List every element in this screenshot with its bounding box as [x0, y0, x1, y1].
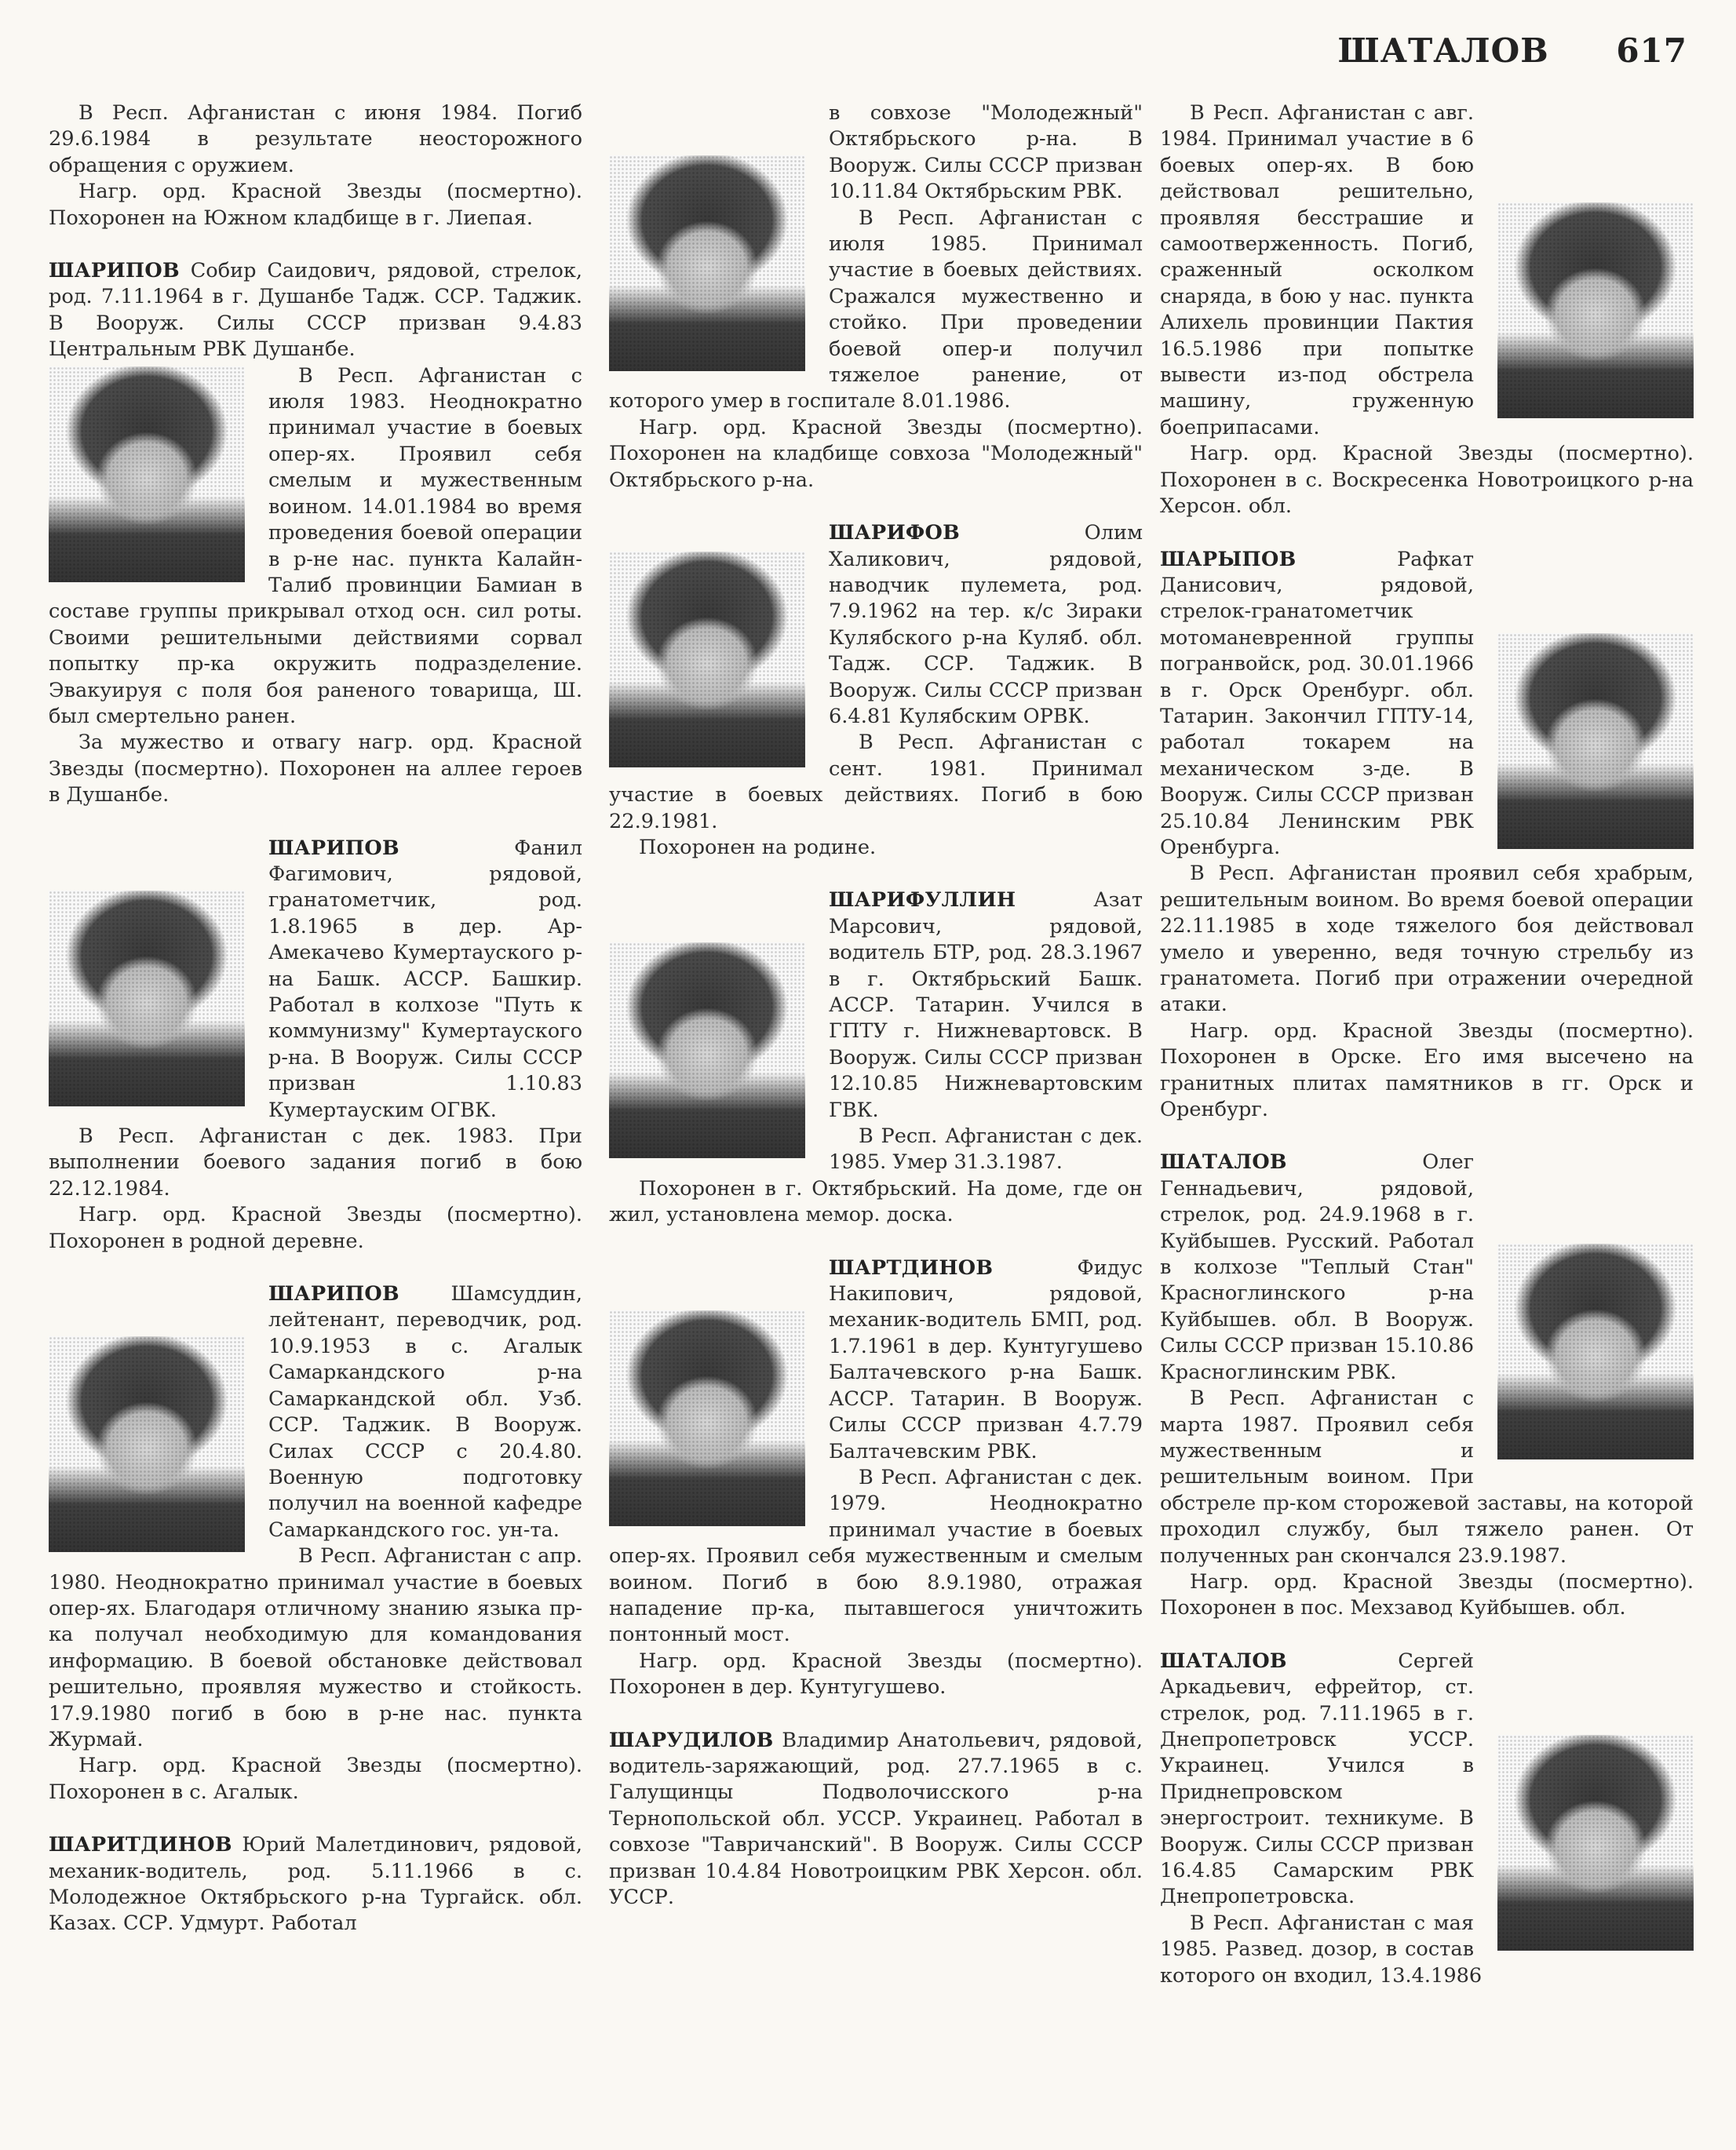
portrait-photo [49, 891, 245, 1106]
entry-paragraph: В Респ. Афганистан с апр. 1980. Неоднократно принимал участие в боевых опер-ях. Благодаря отличному знанию языка пр-ка получал необходимую для командования информацию. В боевой обстановке действовал решительно, проявляя мужество и стойкость. 17.9.1980 погиб в бою в р-не нас. пункта Журмай. [49, 1544, 582, 1751]
entry-continuation [609, 100, 1143, 494]
entry-paragraph: В Респ. Афганистан с марта 1987. Проявил себя мужественным и решительным воином. При обстреле пр-ком сторожевой заставы, на которой проходил службу, был тяжело ранен. От полученных ран скончался 23.9.1987. [1160, 1387, 1694, 1568]
entry-shatalov-sergey [1160, 1649, 1694, 1989]
column-3 [1160, 100, 1694, 2016]
entry-intro: Азат Марсович, рядовой, водитель БТР, род. 28.3.1967 в г. Октябрьский Башк. АССР. Татарин. Учился в ГПТУ г. Нижневартовск. В Вооруж. Силы СССР призван 12.10.85 Нижневартовским ГВК. [829, 888, 1143, 1122]
portrait-photo [609, 942, 805, 1158]
entry-paragraph: Нагр. орд. Красной Звезды (посмертно). Похоронен на кладбище совхоза "Молодежный" Октябрьского р-на. [609, 415, 1143, 492]
entry-paragraph: В Респ. Афганистан с июня 1984. Погиб 29.6.1984 в результате неосторожного обращения с оружием. [49, 101, 582, 177]
entry-intro: Олег Геннадьевич, рядовой, стрелок, род. 24.9.1968 в г. Куйбышев. Русский. Работал в колхозе "Теплый Стан" Красноглинского р-на Куйбышев. обл. В Вооруж. Силы СССР призван 15.10.86 Красноглинским РВК. [1160, 1150, 1474, 1384]
entry-shartdinov [609, 1255, 1143, 1701]
entry-paragraph: Нагр. орд. Красной Звезды (посмертно). Похоронен в пос. Мехзавод Куйбышев. обл. [1160, 1569, 1694, 1620]
portrait-photo [609, 552, 805, 767]
portrait-photo [609, 1310, 805, 1526]
entry-sharifullin [609, 887, 1143, 1228]
entry-sharitdinov [49, 1832, 582, 1937]
portrait-photo [1497, 202, 1694, 418]
entry-paragraph: Нагр. орд. Красной Звезды (посмертно). Похоронен в дер. Кунтугушево. [609, 1649, 1143, 1700]
entry-paragraph: За мужество и отвагу нагр. орд. Красной Звезды (посмертно). Похоронен на аллее героев в Душанбе. [49, 731, 582, 807]
entry-paragraph: Нагр. орд. Красной Звезды (посмертно). Похоронен в с. Агалык. [49, 1754, 582, 1804]
running-headword: ШАТАЛОВ [1337, 31, 1549, 70]
entry-intro: в совхозе "Молодежный" Октябрьского р-на. В Вооруж. Силы СССР призван 10.11.84 Октябрьским РВК. [829, 101, 1143, 204]
column-2 [609, 100, 1143, 1937]
entry-intro: Фидус Накипович, рядовой, механик-водитель БМП, род. 1.7.1961 в дер. Кунтугушево Балтачевского р-на Башк. АССР. Татарин. В Вооруж. Силы СССР призван 4.7.79 Балтачевским РВК. [829, 1255, 1143, 1463]
entry-paragraph: Нагр. орд. Красной Звезды (посмертно). Похоронен в родной деревне. [49, 1203, 582, 1253]
portrait-photo [49, 1336, 245, 1552]
entry-surname: ШАТАЛОВ [1160, 1649, 1287, 1673]
entry-paragraph: В Респ. Афганистан с мая 1985. Развед. дозор, в состав которого он входил, 13.4.1986 [1160, 1911, 1483, 1988]
entry-surname: ШАРИПОВ [268, 1282, 399, 1306]
portrait-photo [49, 366, 245, 582]
entry-sharipov-shamsuddin [49, 1281, 582, 1806]
entry-surname: ШАТАЛОВ [1160, 1150, 1287, 1175]
running-head [1338, 31, 1687, 70]
portrait-photo [1497, 633, 1694, 849]
entry-paragraph: В Респ. Афганистан с июля 1985. Принимал участие в боевых действиях. Сражался мужественно и стойко. При проведении боевой опер-и получил тяжелое ранение, от которого умер в госпитале 8.01.1986. [609, 206, 1143, 414]
entry-surname: ШАРУДИЛОВ [609, 1728, 774, 1752]
entry-sharudilov [609, 1728, 1143, 1911]
entry-continuation [1160, 100, 1694, 520]
page-number: 617 [1616, 31, 1687, 70]
entry-intro: Рафкат Данисович, рядовой, стрелок-гранатометчик мотоманевренной группы погранвойск, род. 30.01.1966 в г. Орск Оренбург. обл. Татарин. Закончил ГПТУ-14, работал токарем на механическом з-де. В Вооруж. Силы СССР призван 25.10.84 Ленинским РВК Оренбурга. [1160, 547, 1474, 859]
entry-paragraph: Нагр. орд. Красной Звезды (посмертно). Похоронен в с. Воскресенка Новотроицкого р-на Херсон. обл. [1160, 442, 1694, 519]
entry-shatalov-oleg [1160, 1150, 1694, 1621]
column-1 [49, 100, 582, 1964]
entry-paragraph: В Респ. Афганистан с июля 1983. Неоднократно принимал участие в боевых опер-ях. Проявил себя смелым и мужественным воином. 14.01.1984 во время проведения боевой операции в р-не нас. пункта Калайн-Талиб провинции Бамиан в составе группы прикрывал отход осн. сил роты. Своими решительными действиями сорвал попытку пр-ка окружить подразделение. Эвакуируя с поля боя раненого товарища, Ш. был смертельно ранен. [49, 363, 582, 728]
entry-intro: Олим Халикович, рядовой, наводчик пулемета, род. 7.9.1962 на тер. к/с Зираки Кулябского р-на Куляб. обл. Тадж. ССР. Таджик. В Вооруж. Силы СССР призван 6.4.81 Кулябским ОРВК. [829, 521, 1143, 728]
entry-surname: ШАРТДИНОВ [829, 1255, 994, 1280]
entry-intro: Шамсуддин, лейтенант, переводчик, род. 10.9.1953 в с. Агалык Самаркандского р-на Самаркандской обл. Узб. ССР. Таджик. В Вооруж. Силах СССР с 20.4.80. Военную подготовку получил на военной кафедре Самаркандского гос. ун-та. [268, 1282, 582, 1542]
entry-paragraph: Похоронен на родине. [639, 835, 877, 859]
entry-paragraph: В Респ. Афганистан с дек. 1985. Умер 31.3.1987. [829, 1124, 1143, 1175]
portrait-photo [1497, 1244, 1694, 1459]
entry-paragraph: В Респ. Афганистан проявил себя храбрым, решительным воином. Во время боевой операции 22.11.1985 в ходе тяжелого боя действовал умело и уверенно, ведя точную стрельбу из гранатомета. Погиб при отражении очередной атаки. [1160, 862, 1694, 1017]
entry-surname: ШАРИПОВ [268, 836, 399, 860]
entry-paragraph: В Респ. Афганистан с авг. 1984. Принимал участие в 6 боевых опер-ях. В бою действовал решительно, проявляя бесстрашие и самоотверженность. Погиб, сраженный осколком снаряда, в бою у нас. пункта Алихель провинции Пактия 16.5.1986 при попытке вывести из-под обстрела машину, груженную боеприпасами. [1160, 101, 1474, 439]
entry-paragraph: В Респ. Афганистан с дек. 1983. При выполнении боевого задания погиб в бою 22.12.1984. [49, 1124, 582, 1201]
entry-surname: ШАРИТДИНОВ [49, 1833, 232, 1857]
entry-paragraph: Нагр. орд. Красной Звезды (посмертно). Похоронен в Орске. Его имя высечено на гранитных плитах памятников в гг. Орск и Оренбург. [1160, 1019, 1694, 1122]
entry-paragraph: В Респ. Афганистан с сент. 1981. Принимал участие в боевых действиях. Погиб в бою 22.9.1981. [609, 731, 1143, 833]
entry-paragraph: В Респ. Афганистан с дек. 1979. Неоднократно принимал участие в боевых опер-ях. Проявил себя мужественным и смелым воином. Погиб в бою 8.9.1980, отражая нападение пр-ка, пытавшегося уничтожить понтонный мост. [609, 1465, 1143, 1647]
entry-intro: Фанил Фагимович, рядовой, гранатометчик, род. 1.8.1965 в дер. Ар-Амекачево Кумертауского р-на Башк. АССР. Башкир. Работал в колхозе "Путь к коммунизму" Кумертауского р-на. В Вооруж. Силы СССР призван 1.10.83 Кумертауским ОГВК. [268, 836, 582, 1122]
entry-intro: Сергей Аркадьевич, ефрейтор, ст. стрелок, род. 7.11.1965 в г. Днепропетровск УССР. Украинец. Учился в Приднепровском энергостроит. техникуме. В Вооруж. Силы СССР призван 16.4.85 Самарским РВК Днепропетровска. [1160, 1649, 1474, 1909]
entry-continuation [49, 100, 582, 231]
entry-surname: ШАРИПОВ [49, 259, 180, 283]
entry-paragraph: Похоронен в г. Октябрьский. На доме, где он жил, установлена мемор. доска. [609, 1176, 1143, 1227]
entry-surname: ШАРЫПОВ [1160, 547, 1297, 571]
entry-sharipov-fanil [49, 836, 582, 1255]
entry-intro: Собир Саидович, рядовой, стрелок, род. 7.11.1964 в г. Душанбе Тадж. ССР. Таджик. В Вооруж. Силы СССР призван 9.4.83 Центральным РВК Душанбе. [49, 259, 582, 362]
entry-intro: Владимир Анатольевич, рядовой, водитель-заряжающий, род. 27.7.1965 в с. Галущинцы Подволочисского р-на Тернопольской обл. УССР. Украинец. Работал в совхозе "Тавричанский". В Вооруж. Силы СССР призван 10.4.84 Новотроицким РВК Херсон. обл. УССР. [609, 1728, 1143, 1909]
entry-sharipov-sobir [49, 258, 582, 809]
entry-intro: Юрий Малетдинович, рядовой, механик-водитель, род. 5.11.1966 в с. Молодежное Октябрьского р-на Тургайск. обл. Казах. ССР. Удмурт. Работал [49, 1833, 582, 1936]
portrait-photo [609, 155, 805, 371]
entry-sharifov [609, 520, 1143, 861]
portrait-photo [1497, 1735, 1694, 1951]
entry-surname: ШАРИФОВ [829, 521, 961, 545]
entry-paragraph: Нагр. орд. Красной Звезды (посмертно). Похоронен на Южном кладбище в г. Лиепая. [49, 180, 582, 230]
entry-sharypov [1160, 547, 1694, 1124]
entry-surname: ШАРИФУЛЛИН [829, 888, 1016, 913]
